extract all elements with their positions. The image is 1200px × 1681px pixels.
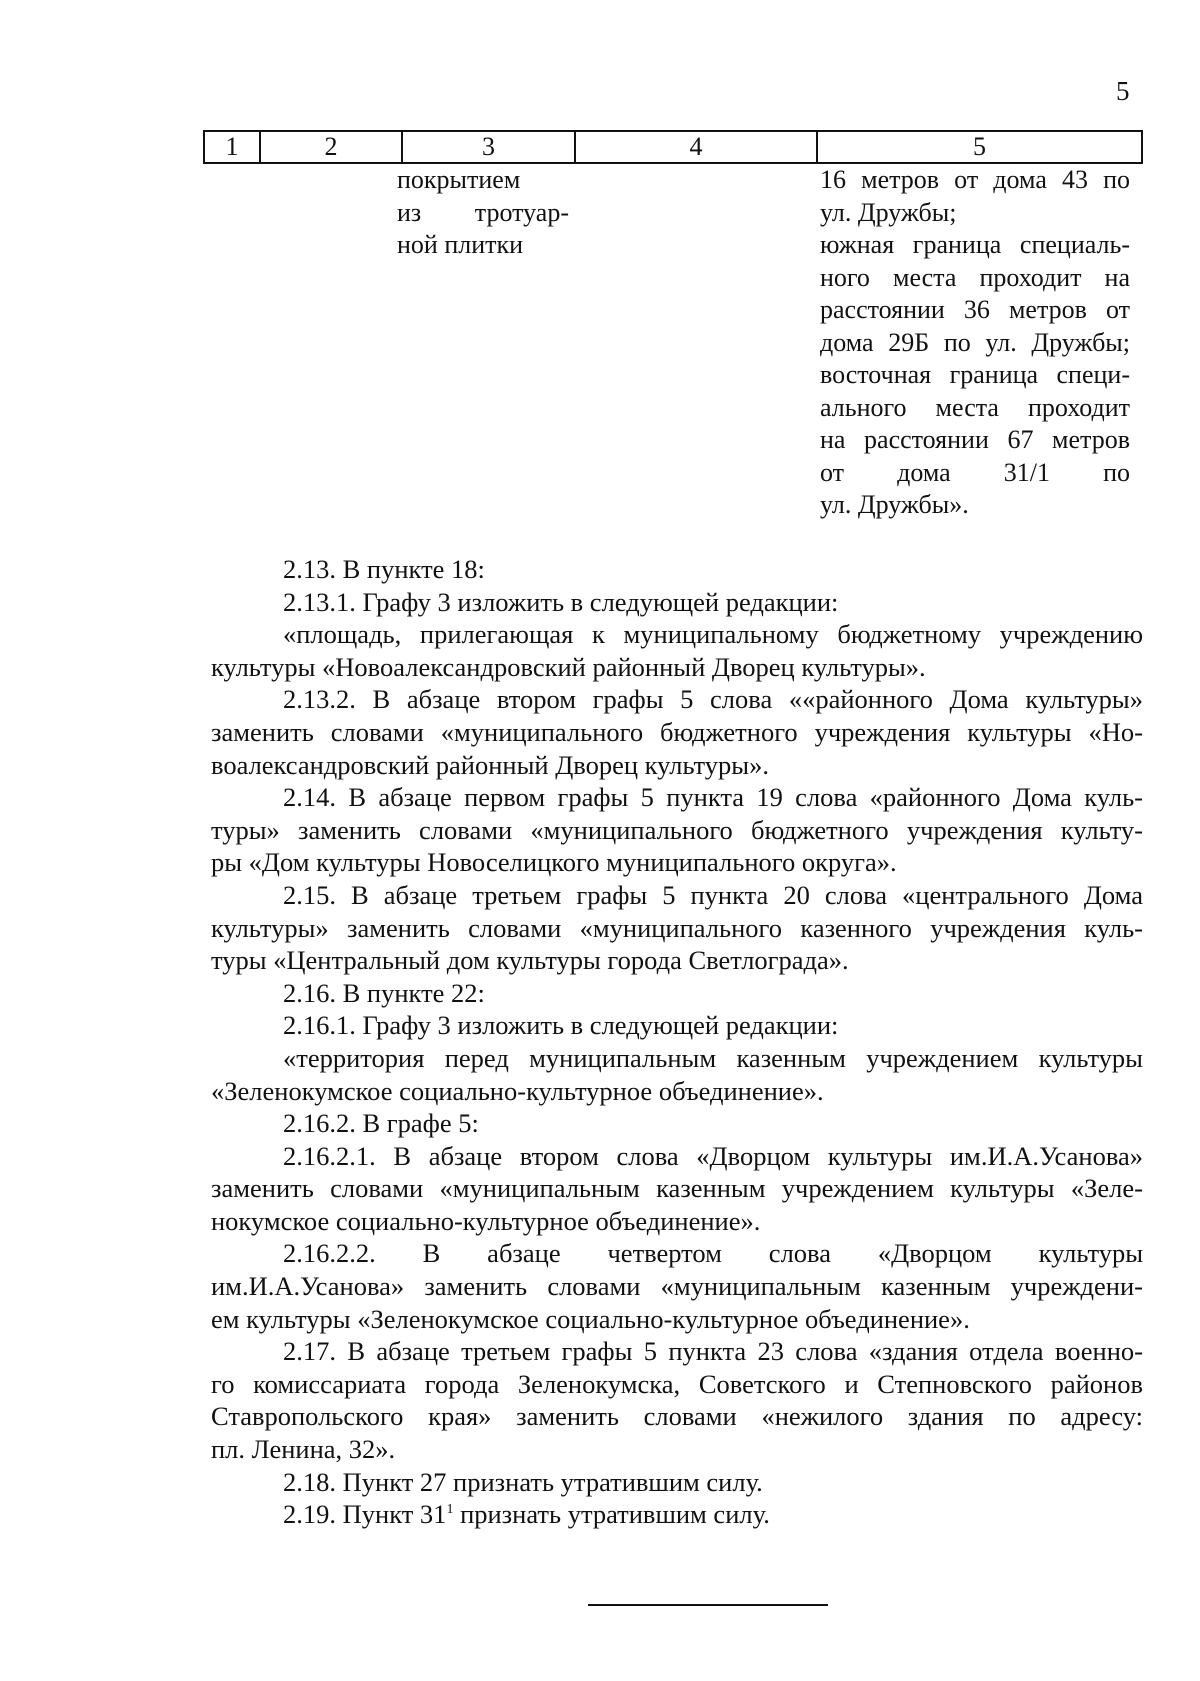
table-col5-line: ул. Дружбы». xyxy=(820,490,969,519)
column-header-table xyxy=(203,130,1143,164)
text-line: пл. Ленина, 32». xyxy=(211,1434,396,1465)
text-line: Ставропольского края» заменить словами «нежилого здания по адресу: xyxy=(211,1401,1143,1432)
superscript: 1 xyxy=(446,1502,454,1518)
paragraph-2-19 xyxy=(211,1498,1143,1531)
paragraph-2-13-1-text xyxy=(211,618,1143,683)
table-column-3-text xyxy=(397,164,569,262)
text-line: туры «Центральный дом культуры города Светлограда». xyxy=(211,945,849,976)
text-fragment: 2.19. Пункт 31 xyxy=(283,1499,447,1530)
column-header-row xyxy=(204,131,1142,163)
text-line: 2.16. В пункте 22: xyxy=(283,977,485,1008)
text-line: «площадь, прилегающая к муниципальному бюджетному учреждению xyxy=(283,619,1143,650)
text-line: го комиссариата города Зеленокумска, Советского и Степновского районов xyxy=(211,1368,1143,1399)
text-line: заменить словами «муниципальным казенным учреждением культуры «Зеле- xyxy=(211,1173,1143,1204)
table-col5-line: ного места проходит на xyxy=(820,262,1130,292)
paragraph-2-17 xyxy=(211,1335,1143,1465)
column-header-5: 5 xyxy=(817,131,1142,163)
text-line: ры «Дом культуры Новоселицкого муниципального округа». xyxy=(211,847,897,878)
amendments-body xyxy=(211,553,1143,1531)
text-line xyxy=(211,1498,1143,1531)
text-line: «территория перед муниципальным казенным учреждением культуры xyxy=(283,1042,1143,1073)
paragraph-2-16-1 xyxy=(211,1009,1143,1042)
table-col3-line: ной плитки xyxy=(397,230,524,259)
table-col3-line: из тротуар- xyxy=(397,197,569,227)
column-header-4: 4 xyxy=(575,131,817,163)
table-col5-line: расстоянии 36 метров от xyxy=(820,295,1130,324)
paragraph-2-16 xyxy=(211,977,1143,1010)
column-header-2: 2 xyxy=(260,131,402,163)
text-line: туры» заменить словами «муниципального бюджетного учреждения культу- xyxy=(211,814,1143,845)
table-col5-line: восточная граница специ- xyxy=(820,360,1130,389)
text-line: 2.13.2. В абзаце втором графы 5 слова ««районного Дома культуры» xyxy=(283,684,1143,715)
text-line: заменить словами «муниципального бюджетного учреждения культуры «Но- xyxy=(211,716,1143,747)
text-line: ем культуры «Зеленокумское социально-культурное объединение». xyxy=(211,1303,970,1334)
column-header-3: 3 xyxy=(402,131,575,163)
text-line: воалександровский районный Дворец культуры». xyxy=(211,749,769,780)
paragraph-2-13-1 xyxy=(211,586,1143,619)
text-line: 2.16.1. Графу 3 изложить в следующей редакции: xyxy=(283,1010,839,1041)
text-line: нокумское социально-культурное объединение». xyxy=(211,1205,761,1236)
paragraph-2-15 xyxy=(211,879,1143,977)
text-line: 2.16.2. В графе 5: xyxy=(283,1108,479,1139)
paragraph-2-14 xyxy=(211,781,1143,879)
text-line: 2.16.2.2. В абзаце четвертом слова «Дворцом культуры xyxy=(283,1238,1143,1269)
table-col5-line: ул. Дружбы; xyxy=(820,197,957,227)
paragraph-2-16-1-text xyxy=(211,1042,1143,1107)
text-fragment: признать утратившим силу. xyxy=(453,1499,770,1530)
table-col5-line: ального места проходит xyxy=(820,392,1130,422)
table-col5-line: на расстоянии 67 метров xyxy=(820,425,1130,454)
text-line: 2.16.2.1. В абзаце втором слова «Дворцом культуры им.И.А.Усанова» xyxy=(283,1140,1143,1171)
page-number: 5 xyxy=(1116,76,1130,106)
paragraph-2-13 xyxy=(211,553,1143,586)
table-col5-line: от дома 31/1 по xyxy=(820,457,1130,487)
end-of-document-rule xyxy=(588,1604,828,1606)
paragraph-2-13-2 xyxy=(211,683,1143,781)
text-line: 2.13.1. Графу 3 изложить в следующей редакции: xyxy=(283,586,839,617)
text-line: 2.13. В пункте 18: xyxy=(283,554,485,584)
column-header-1: 1 xyxy=(204,131,260,163)
text-line: «Зеленокумское социально-культурное объединение». xyxy=(211,1075,824,1106)
table-col5-line: дома 29Б по ул. Дружбы; xyxy=(820,327,1130,357)
paragraph-2-16-2 xyxy=(211,1107,1143,1140)
paragraph-2-18 xyxy=(211,1466,1143,1499)
text-line: культуры» заменить словами «муниципального казенного учреждения куль- xyxy=(211,912,1143,943)
table-col3-line: покрытием xyxy=(397,165,521,194)
text-line: 2.14. В абзаце первом графы 5 пункта 19 слова «районного Дома куль- xyxy=(283,782,1143,813)
text-line: культуры «Новоалександровский районный Дворец культуры». xyxy=(211,651,926,682)
text-line: им.И.А.Усанова» заменить словами «муниципальным казенным учреждени- xyxy=(211,1271,1143,1302)
table-col5-line: южная граница специаль- xyxy=(820,230,1130,259)
text-line: 2.17. В абзаце третьем графы 5 пункта 23 слова «здания отдела военно- xyxy=(283,1336,1143,1367)
table-col5-line: 16 метров от дома 43 по xyxy=(820,165,1130,194)
paragraph-2-16-2-2 xyxy=(211,1237,1143,1335)
table-column-5-text xyxy=(820,164,1130,522)
text-line: 2.18. Пункт 27 признать утратившим силу. xyxy=(283,1466,763,1497)
text-line: 2.15. В абзаце третьем графы 5 пункта 20 слова «центрального Дома xyxy=(283,879,1143,910)
paragraph-2-16-2-1 xyxy=(211,1140,1143,1238)
